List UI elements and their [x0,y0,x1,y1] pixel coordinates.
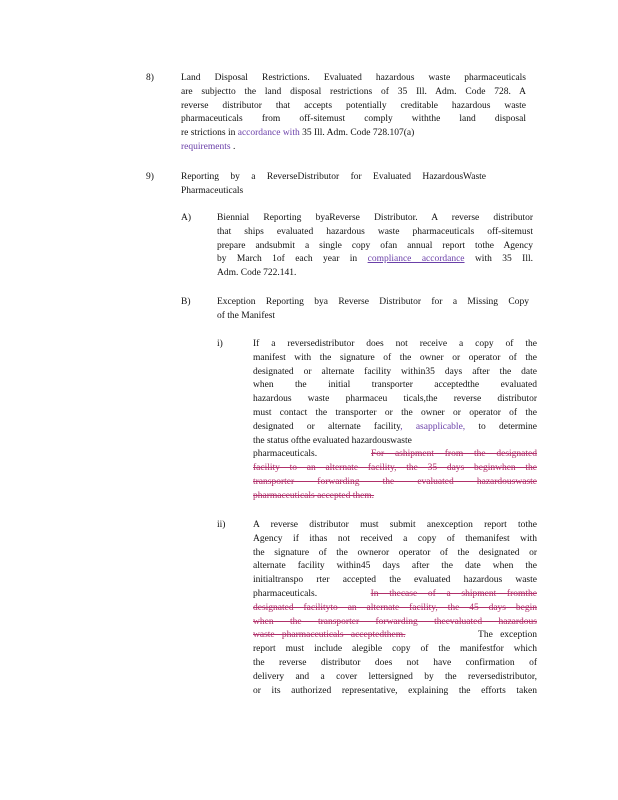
text-line [253,421,537,435]
text-line: manifest with the signature of the owner or operator of the [253,352,537,363]
text-run: . [230,141,236,152]
inserted-text: , asapplicable, [400,421,466,432]
text-line [181,127,526,141]
text-line: hazardous waste pharmaceu ticals,the reverse distributor [253,394,537,405]
text-line: delivery and a cover lettersigned by the reversedistributor, [253,671,537,682]
text-line: If a reversedistributor does not receive a copy of the [253,339,537,349]
deleted-text: For ashipment from the designated [370,449,538,460]
inserted-text: compliance accordance [367,254,465,265]
text-line: designated or alternate facility within35 days after the date [253,366,537,377]
item-ii-text [253,519,537,698]
text-line [181,141,526,155]
section-8-text [181,72,526,155]
deleted-line: facility to an alternate facility, the 35 days beginwhen the [253,463,537,474]
deleted-line: designated facilityto an alternate facility, the 45 days begin [253,602,537,613]
text-line: report must include alegible copy of the manifestfor which [253,644,537,655]
text-line: are subjectto the land disposal restrictions of 35 Ill. Adm. Code 728. A [181,86,526,97]
text-line [253,629,537,643]
heading-line: of the Manifest [217,310,276,321]
deleted-text: pharmaceuticals accepted them. [253,490,375,501]
subsection-b-heading [217,296,529,324]
text-run: by March 1of each year in [217,254,368,265]
subsection-a-text [217,212,533,281]
text-run: pharmaceuticals. [253,449,318,460]
text-line: that ships evaluated hazardous waste pharmaceuticals off-sitemust [217,226,533,237]
text-line: the reverse distributor does not have confirmation of [253,657,537,668]
text-line: A reverse distributor must submit anexception report tothe [253,520,537,530]
text-run: re strictions in [181,128,238,139]
heading-line: Pharmaceuticals [181,185,244,196]
item-i-text [253,338,537,504]
deleted-line: when the transporter forwarding theevaluated hazardous [253,616,537,627]
text-line: alternate facility within45 days after the date when the [253,561,537,572]
section-8-number: 8) [146,73,154,83]
text-line: must contact the transporter or the owner or operator of the [253,407,537,418]
text-line: pharmaceuticals from off-sitemust comply withthe land disposal [181,114,526,125]
text-line: Agency if ithas not received a copy of themanifest with [253,533,537,544]
text-line: prepare andsubmit a single copy ofan annual report tothe Agency [217,240,533,251]
text-line: initialtranspo rter accepted the evaluated hazardous waste [253,575,537,586]
subsection-a-number: A) [181,213,192,223]
text-line: Adm. Code 722.141. [217,268,297,279]
text-line: Biennial Reporting byaReverse Distributor. A reverse distributor [217,213,533,223]
deleted-text: waste pharmaceuticals acceptedthem. [253,630,406,641]
inserted-text: accordance with [237,128,300,139]
text-run: The exception [478,630,538,641]
deleted-text: In thecase of a shipment fromthe [370,588,537,599]
text-run: 35 Ill. Adm. Code 728.107(a) [299,128,415,139]
heading-line: Reporting by a ReverseDistributor for Evaluated HazardousWaste [181,172,486,182]
heading-line: Exception Reporting bya Reverse Distributor for a Missing Copy [217,297,529,307]
text-line: reverse distributor that accepts potentially creditable hazardous waste [181,100,526,111]
text-line: the status ofthe evaluated hazardouswaste [253,435,412,446]
text-line [253,588,537,602]
text-line: or its authorized representative, explaining the efforts taken [253,685,537,696]
item-i-number: i) [217,339,223,349]
text-line [217,253,533,267]
text-line: the signature of the owneror operator of the designated or [253,547,537,558]
deleted-line: transporter forwarding the evaluated hazardouswaste [253,476,537,487]
text-line [253,448,537,462]
text-line: when the initial transporter acceptedthe evaluated [253,380,537,391]
text-run: designated or alternate facility [253,421,401,432]
text-run: with 35 Ill. [464,254,533,265]
section-9-number: 9) [146,172,154,182]
text-run: pharmaceuticals. [253,588,318,599]
text-line: Land Disposal Restrictions. Evaluated hazardous waste pharmaceuticals [181,73,526,83]
text-line [253,490,537,504]
section-9-heading [181,171,486,199]
inserted-text: requirements [181,141,231,152]
item-ii-number: ii) [217,520,226,530]
text-run: to determine [465,421,538,432]
subsection-b-number: B) [181,297,191,307]
